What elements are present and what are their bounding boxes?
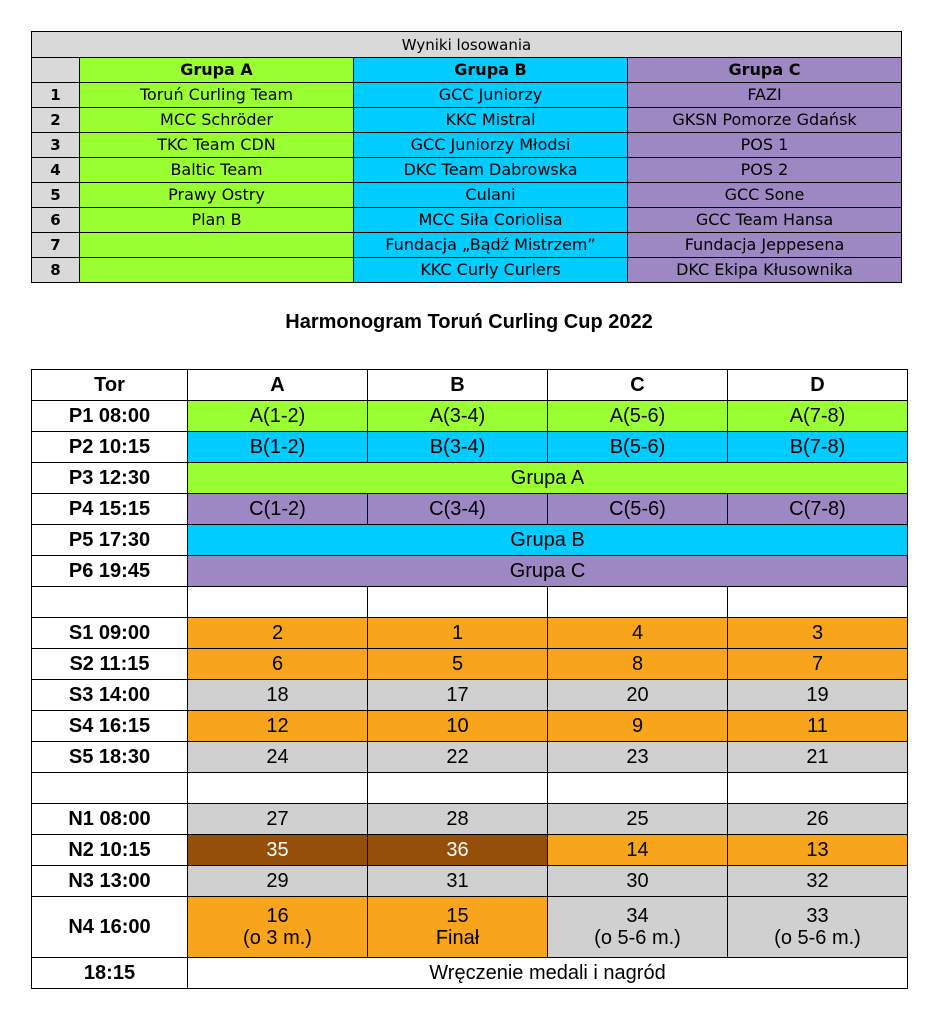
empty-cell	[548, 773, 728, 804]
group-c-team: GCC Sone	[628, 183, 902, 208]
empty-cell	[728, 773, 908, 804]
game-cell: A(1-2)	[188, 401, 368, 432]
game-cell	[368, 897, 548, 958]
slot-label: N1 08:00	[32, 804, 188, 835]
game-note: Finał	[435, 927, 480, 949]
group-b-team: GCC Juniorzy Młodsi	[354, 133, 628, 158]
draw-row	[32, 183, 902, 208]
game-number: 34	[626, 905, 649, 927]
draw-corner	[32, 58, 80, 83]
game-cell: B(5-6)	[548, 432, 728, 463]
game-note: (o 3 m.)	[243, 927, 312, 949]
group-c-team: POS 2	[628, 158, 902, 183]
group-b-team: GCC Juniorzy	[354, 83, 628, 108]
draw-row-number: 8	[32, 258, 80, 283]
group-a-team: Baltic Team	[80, 158, 354, 183]
schedule-row	[32, 649, 908, 680]
slot-label: P6 19:45	[32, 556, 188, 587]
game-cell: 9	[548, 711, 728, 742]
group-a-team: TKC Team CDN	[80, 133, 354, 158]
group-a-team	[80, 258, 354, 283]
game-cell	[548, 897, 728, 958]
game-cell: 29	[188, 866, 368, 897]
game-cell: 17	[368, 680, 548, 711]
draw-row-number: 1	[32, 83, 80, 108]
game-note: (o 5-6 m.)	[594, 927, 681, 949]
game-cell	[728, 897, 908, 958]
draw-row	[32, 133, 902, 158]
group-b-team: KKC Mistral	[354, 108, 628, 133]
game-cell: 26	[728, 804, 908, 835]
draw-row	[32, 233, 902, 258]
schedule-header-row	[32, 370, 908, 401]
schedule-row	[32, 494, 908, 525]
slot-label: N3 13:00	[32, 866, 188, 897]
schedule-row	[32, 618, 908, 649]
game-cell: C(1-2)	[188, 494, 368, 525]
draw-row-number: 5	[32, 183, 80, 208]
slot-label: S2 11:15	[32, 649, 188, 680]
game-cell: C(3-4)	[368, 494, 548, 525]
game-cell: 2	[188, 618, 368, 649]
schedule-row	[32, 525, 908, 556]
game-cell: 11	[728, 711, 908, 742]
game-cell: 1	[368, 618, 548, 649]
game-cell: 3	[728, 618, 908, 649]
draw-row	[32, 158, 902, 183]
group-a-team: Plan B	[80, 208, 354, 233]
game-number: 16	[266, 905, 289, 927]
group-c-team: Fundacja Jeppesena	[628, 233, 902, 258]
game-cell: 32	[728, 866, 908, 897]
group-c-team: GKSN Pomorze Gdańsk	[628, 108, 902, 133]
game-cell: 14	[548, 835, 728, 866]
group-a-team: Toruń Curling Team	[80, 83, 354, 108]
slot-label: P4 15:15	[32, 494, 188, 525]
game-cell: B(1-2)	[188, 432, 368, 463]
game-cell: C(5-6)	[548, 494, 728, 525]
game-cell	[188, 897, 368, 958]
game-cell: 13	[728, 835, 908, 866]
game-cell: 4	[548, 618, 728, 649]
game-cell: 36	[368, 835, 548, 866]
header-sheet-c: C	[548, 370, 728, 401]
game-cell: A(7-8)	[728, 401, 908, 432]
group-a-team: Prawy Ostry	[80, 183, 354, 208]
group-b-team: MCC Siła Coriolisa	[354, 208, 628, 233]
empty-cell	[368, 587, 548, 618]
game-cell: 30	[548, 866, 728, 897]
schedule-row	[32, 835, 908, 866]
game-cell: 25	[548, 804, 728, 835]
group-c-team: GCC Team Hansa	[628, 208, 902, 233]
game-note: (o 5-6 m.)	[774, 927, 861, 949]
schedule-row	[32, 804, 908, 835]
draw-caption: Wyniki losowania	[32, 32, 902, 58]
group-b-header: Grupa B	[354, 58, 628, 83]
schedule-row	[32, 680, 908, 711]
slot-label: P5 17:30	[32, 525, 188, 556]
draw-row	[32, 208, 902, 233]
game-cell: B(3-4)	[368, 432, 548, 463]
game-cell: 6	[188, 649, 368, 680]
group-c-team: POS 1	[628, 133, 902, 158]
game-cell: 28	[368, 804, 548, 835]
schedule-row	[32, 897, 908, 958]
schedule-row	[32, 432, 908, 463]
header-sheet-d: D	[728, 370, 908, 401]
group-a-header: Grupa A	[80, 58, 354, 83]
game-cell: 22	[368, 742, 548, 773]
slot-label: N2 10:15	[32, 835, 188, 866]
draw-row	[32, 108, 902, 133]
empty-cell	[32, 773, 188, 804]
group-a-team: MCC Schröder	[80, 108, 354, 133]
slot-label: P1 08:00	[32, 401, 188, 432]
header-sheet-b: B	[368, 370, 548, 401]
slot-label: S1 09:00	[32, 618, 188, 649]
draw-row	[32, 83, 902, 108]
group-b-team: Fundacja „Bądź Mistrzem”	[354, 233, 628, 258]
slot-label: 18:15	[32, 958, 188, 989]
spacer-row	[32, 773, 908, 804]
schedule-row	[32, 556, 908, 587]
group-c-team: FAZI	[628, 83, 902, 108]
group-c-team: DKC Ekipa Kłusownika	[628, 258, 902, 283]
slot-label: S5 18:30	[32, 742, 188, 773]
game-cell: 27	[188, 804, 368, 835]
draw-row-number: 6	[32, 208, 80, 233]
group-b-team: Culani	[354, 183, 628, 208]
empty-cell	[188, 587, 368, 618]
group-span-cell: Grupa A	[188, 463, 908, 494]
schedule-row	[32, 742, 908, 773]
game-number: 15	[446, 905, 469, 927]
slot-label: P2 10:15	[32, 432, 188, 463]
schedule-row	[32, 711, 908, 742]
draw-results-table	[31, 31, 902, 283]
game-cell: 7	[728, 649, 908, 680]
game-cell: 20	[548, 680, 728, 711]
schedule-row	[32, 958, 908, 989]
game-cell: 19	[728, 680, 908, 711]
game-cell: 35	[188, 835, 368, 866]
game-cell: A(5-6)	[548, 401, 728, 432]
game-cell: 18	[188, 680, 368, 711]
slot-label: S3 14:00	[32, 680, 188, 711]
slot-label: N4 16:00	[32, 897, 188, 958]
empty-cell	[548, 587, 728, 618]
group-b-team: DKC Team Dabrowska	[354, 158, 628, 183]
game-cell: 12	[188, 711, 368, 742]
empty-cell	[368, 773, 548, 804]
game-cell: 10	[368, 711, 548, 742]
slot-label: P3 12:30	[32, 463, 188, 494]
schedule-row	[32, 463, 908, 494]
game-cell: C(7-8)	[728, 494, 908, 525]
group-c-header: Grupa C	[628, 58, 902, 83]
schedule-table	[31, 369, 908, 989]
draw-row-number: 4	[32, 158, 80, 183]
group-span-cell: Grupa C	[188, 556, 908, 587]
game-cell: 31	[368, 866, 548, 897]
draw-row-number: 2	[32, 108, 80, 133]
header-tor: Tor	[32, 370, 188, 401]
game-cell: 5	[368, 649, 548, 680]
game-cell: 21	[728, 742, 908, 773]
game-number: 33	[806, 905, 829, 927]
schedule-row	[32, 401, 908, 432]
slot-label: S4 16:15	[32, 711, 188, 742]
group-b-team: KKC Curly Curlers	[354, 258, 628, 283]
group-span-cell: Grupa B	[188, 525, 908, 556]
empty-cell	[188, 773, 368, 804]
schedule-row	[32, 866, 908, 897]
game-cell: 23	[548, 742, 728, 773]
game-cell: 8	[548, 649, 728, 680]
ceremony-cell: Wręczenie medali i nagród	[188, 958, 908, 989]
empty-cell	[728, 587, 908, 618]
draw-row-number: 7	[32, 233, 80, 258]
spacer-row	[32, 587, 908, 618]
draw-header-row	[32, 58, 902, 83]
game-cell: A(3-4)	[368, 401, 548, 432]
game-cell: B(7-8)	[728, 432, 908, 463]
header-sheet-a: A	[188, 370, 368, 401]
draw-row	[32, 258, 902, 283]
draw-row-number: 3	[32, 133, 80, 158]
empty-cell	[32, 587, 188, 618]
game-cell: 24	[188, 742, 368, 773]
schedule-title: Harmonogram Toruń Curling Cup 2022	[285, 311, 653, 333]
group-a-team	[80, 233, 354, 258]
